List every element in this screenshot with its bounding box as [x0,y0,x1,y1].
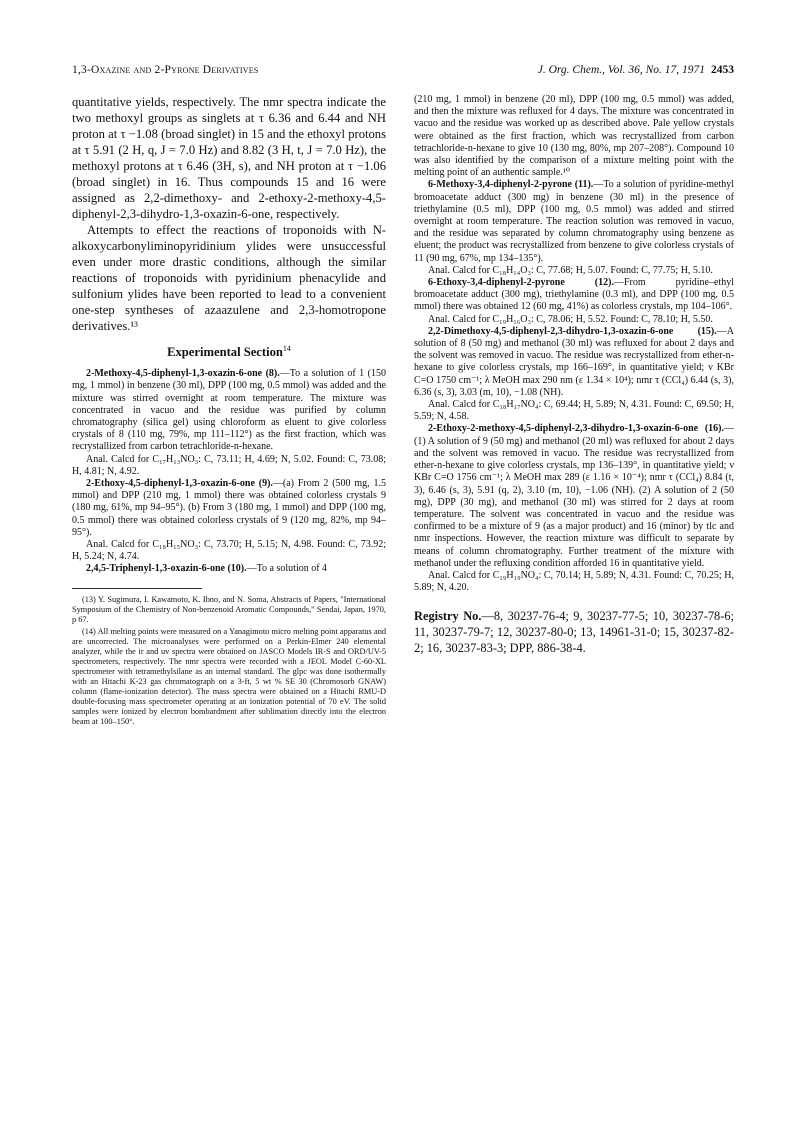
analysis-16: Anal. Calcd for C₁₉H₁₉NO₄: C, 70.14; H, 5.89; N, 4.31. Found: C, 70.25; H, 5.89; N, 4.20. [414,569,734,594]
section-heading [72,344,386,360]
experiment-16-title: 2-Ethoxy-2-methoxy-4,5-diphenyl-2,3-dihydro-1,3-oxazin-6-one (16). [428,423,724,435]
journal-name: J. Org. Chem., Vol. 36, No. 17, 1971 [537,64,705,76]
analysis-8: Anal. Calcd for C₁₇H₁₃NO₃: C, 73.11; H, 4.69; N, 5.02. Found: C, 73.08; H, 4.81; N, 4.92. [72,453,386,477]
experiment-11-body: —To a solution of pyridine-methyl bromoacetate adduct (300 mg) in benzene (30 ml) in the presence of triethylamine (0.5 ml), DPP (100 mg, 0.5 mmol) was added and stirred overnight at room temperature. The reaction solution was removed in vacuo, and the residue was separated by column chromatography using benzene as eluent; the product was recrystallized from benzene to give colorless crystals of 11 (90 mg, 67%, mp 134–135°). [414,179,734,264]
analysis-11: Anal. Calcd for C₁₈H₁₄O₃: C, 77.68; H, 5.07. Found: C, 77.75; H, 5.10. [428,264,713,276]
experiment-9-title: 2-Ethoxy-4,5-diphenyl-1,3-oxazin-6-one (9). [86,478,273,490]
footnote-14: (14) All melting points were measured on a Yanagimoto micro melting point apparatus and are uncorrected. The microanalyses were performed on a Perkin-Elmer 240 elemental analyzer, while the ir and uv spectra were obtained on JASCO Models IR-S and ORD/UV-5 spectrometers, respectively. The nmr spectra were recorded with a JEOL Model C-60-XL spectrometer with tetramethylsilane as an internal standard. The glpc was done isothermally with an Hitachi K-23 gas chromatograph on a 3-ft, 5 wt % SE 30 (Chromosorb GNAW) column (flame-ionization detector). The mass spectra were obtained on a Hitachi RMU-D double-focusing mass spectrometer operating at an ionization potential of 70 eV. The solid samples were ionized by electron bombardment after sublimation directly into the electron beam at 100–150°. [72,626,386,726]
experiment-12-body: —From pyridine–ethyl bromoacetate adduct (300 mg), triethylamine (0.3 ml), and DPP (100 mg, 0.5 mmol) there was obtained 12 (60 mg, 41%) as colorless crystals, mp 104–106°. [414,277,734,313]
section-footnote-ref: 14 [282,344,291,353]
experiment-9 [72,478,386,539]
registry-numbers [414,608,734,656]
experiment-10 [72,563,386,575]
page-number: 2453 [711,64,734,76]
experiment-12-title: 6-Ethoxy-3,4-diphenyl-2-pyrone (12). [428,277,614,289]
left-column [72,94,386,729]
right-column [414,94,734,656]
experiment-11 [414,179,734,264]
experiment-10-continued: (210 mg, 1 mmol) in benzene (20 ml), DPP (100 mg, 0.5 mmol) was added, and then the mixture was refluxed for 4 days. The mixture was concentrated in vacuo and the residue was worked up as described above. Pale yellow crystals were obtained as the first fraction, which was recrystallized from carbon tetrachloride-n-hexane to give 10 (130 mg, 80%, mp 207–208°). Compound 10 was also identified by the comparison of a mixture melting point with the melting point of an authentic sample.¹⁰ [414,94,734,179]
footnote-rule [72,588,202,589]
analysis-12: Anal. Calcd for C₁₉H₁₆O₃: C, 78.06; H, 5.52. Found: C, 78.10; H, 5.50. [428,313,713,325]
experiment-15-title: 2,2-Dimethoxy-4,5-diphenyl-2,3-dihydro-1,3-oxazin-6-one (15). [428,325,717,337]
experiment-11-title: 6-Methoxy-3,4-diphenyl-2-pyrone (11). [428,179,594,191]
analysis-15: Anal. Calcd for C₁₈H₁₇NO₄: C, 69.44; H, 5.89; N, 4.31. Found: C, 69.50; H, 5.59; N, 4.58. [414,399,734,423]
running-title: 1,3-Oxazine and 2-Pyrone Derivatives [72,64,259,76]
running-header [72,64,734,80]
experiment-10-title: 2,4,5-Triphenyl-1,3-oxazin-6-one (10). [86,563,247,575]
registry-label: Registry No. [414,609,482,624]
experiment-15-body: —A solution of 8 (50 mg) and methanol (30 ml) was refluxed for about 2 days and the solvent was removed in vacuo. The residue was recrystallized from ether-n-hexane to give colorless crystals, mp 166–169°, in quantitative yield; ν KBr C=O 1750 cm⁻¹; λ MeOH max 290 nm (ε 1.34 × 10⁴); nmr τ (CCl₄) 6.44 (s, 3), 6.36 (s, 3), 3.03 (m, 10), −1.08 (NH). [414,325,734,398]
experiment-9-body: —(a) From 2 (500 mg, 1.5 mmol) and DPP (210 mg, 1 mmol) there was obtained colorless crystals 9 (180 mg, 61%, mp 94–95°). (b) From 3 (180 mg, 1 mmol) and DPP (100 mg, 0.5 mmol) there was obtained colorless crystals of 9 (120 mg, 82%, mp 94–95°). [72,478,386,538]
footnote-13: (13) Y. Sugimura, I. Kawamoto, K. Ibno, and N. Soma, Abstracts of Papers, "International Symposium of the Chemistry of Non-benzenoid Aromatic Compounds," Sendai, Japan, 1970, p 67. [72,594,386,624]
experiment-8-body: —To a solution of 1 (150 mg, 1 mmol) in benzene (30 ml), DPP (100 mg, 0.5 mmol) was added and the mixture was stirred overnight at room temperature. The mixture was concentrated in vacuo and the residue was purified by column chromatography (silica gel) using chloroform as eluent to give colorless crystals of 8 (110 mg, 79%, mp 111–112°) as the first fraction, which was recrystallized from carbon tetrachloride-n-hexane. [72,368,386,453]
experiment-15 [414,326,734,399]
experiment-16 [414,423,734,569]
experiment-16-body: —(1) A solution of 9 (50 mg) and methanol (20 ml) was refluxed for about 2 days and the solvent was removed in vacuo. The residue was recrystallized from ether-n-hexane to give colorless crystals, mp 136–139°, in quantitative yield; ν KBr C=O 1756 cm⁻¹; λ MeOH max 289 (ε 1.16 × 10⁻⁴); nmr τ (CCl₄) 8.84 (t, 3), 6.46 (s, 3), 5.91 (q, 2), 3.10 (m, 10), −1.06 (NH). (2) A solution of 2 (50 mg), DPP (30 mg), and methanol (30 ml) was stirred for 2 days at room temperature. The solvent was concentrated in vacuo and the residue was confirmed to be a mixture of 9 (as a major product) and 16 (minor) by tlc and nmr inspections. However, the reaction mixture was difficult to separate by means of column chromatography. Further treatment of the mixture with methanol under the refluxing condition afforded 16 in quantitative yield. [414,423,734,569]
analysis-9: Anal. Calcd for C₁₈H₁₅NO₃: C, 73.70; H, 5.15; N, 4.98. Found: C, 73.92; H, 5.24; N, 4.74. [72,539,386,563]
paragraph-nmr: quantitative yields, respectively. The nmr spectra indicate the two methoxyl groups as singlets at τ 6.36 and 6.44 and NH proton at τ −1.08 (broad singlet) in 15 and the ethoxyl protons at τ 5.91 (2 H, q, J = 7.0 Hz) and 8.82 (3 H, t, J = 7.0 Hz), the methoxyl protons at τ 6.46 (3H, s), and NH proton at τ −1.06 (broad singlet) in 16. Thus compounds 15 and 16 were assigned as 2,2-dimethoxy- and 2-ethoxy-2-methoxy-4,5-diphenyl-2,3-dihydro-1,3-oxazin-6-one, respectively. [72,95,386,221]
experiment-10-body: —To a solution of 4 [246,563,328,575]
section-title: Experimental Section [167,345,283,360]
experiment-8-title: 2-Methoxy-4,5-diphenyl-1,3-oxazin-6-one (8). [86,368,280,380]
experiment-8 [72,368,386,453]
paragraph-troponoids: Attempts to effect the reactions of troponoids with N-alkoxycarbonyliminopyridinium ylides were unsuccessful even under more drastic conditions, although the similar reactions of troponoids with pyridinium phenacylide and sulfonium ylides have been reported to lead to a convenient one-step syntheses of azaazulene and 2,3-homotropone derivatives.¹³ [72,223,386,333]
experiment-12 [414,277,734,314]
registry-list: —8, 30237-76-4; 9, 30237-77-5; 10, 30237-78-6; 11, 30237-79-7; 12, 30237-80-0; 13, 14961-31-0; 15, 30237-82-2; 16, 30237-83-3; DPP, 886-38-4. [414,609,734,656]
journal-citation [538,64,734,76]
